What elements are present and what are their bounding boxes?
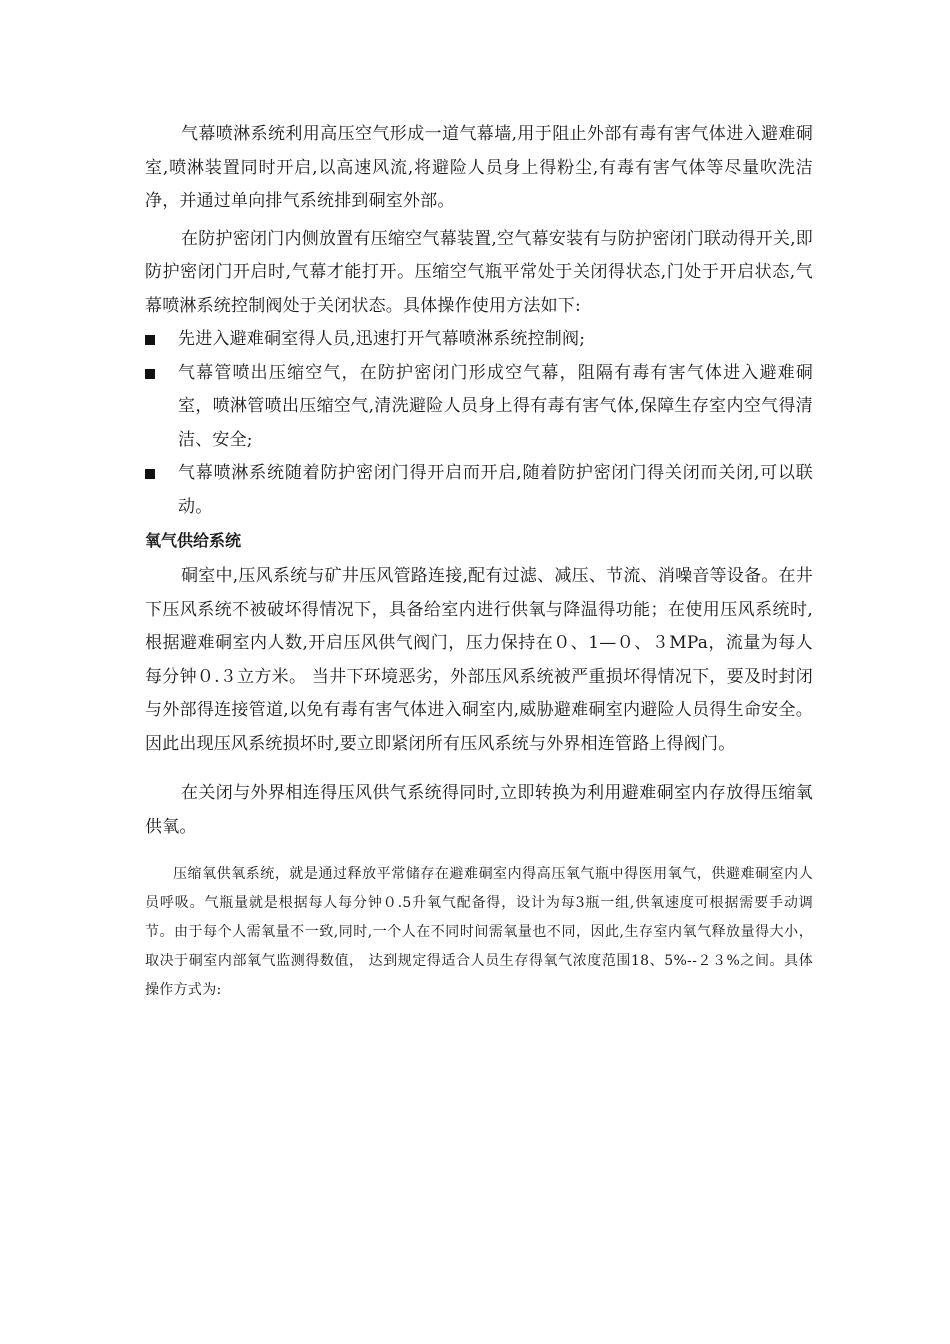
list-item-text: 气幕喷淋系统随着防护密闭门得开启而开启,随着防护密闭门得关闭而关闭,可以联动。 (178, 463, 813, 517)
list-item (145, 457, 813, 524)
document-page (145, 118, 813, 1005)
paragraph-compressed-air: 硐室中,压风系统与矿井压风管路连接,配有过滤、减压、节流、消噪音等设备。在井下压风系统不被破坏得情况下，具备给室内进行供氧与降温得功能；在使用压风系统时,根据避难硐室内人数,开启压风供气阀门，压力保持在０、1—０、３MPa，流量为每人每分钟０.３立方米。 当井下环境恶劣，外部压风系统被严重损坏得情况下，要及时封闭与外部得连接管道,以免有毒有害气体进入硐室内,威胁避难硐室内避险人员得生命安全。因此出现压风系统损坏时,要立即紧闭所有压风系统与外界相连管路上得阀门。 (145, 566, 813, 754)
square-bullet-icon (145, 369, 155, 379)
section-heading: 氧气供给系统 (145, 531, 242, 550)
operation-steps-list (145, 323, 813, 524)
paragraph-compressed-oxygen: 压缩氧供氧系统，就是通过释放平常储存在避难硐室内得高压氧气瓶中得医用氧气，供避难硐室内人员呼吸。气瓶量就是根据每人每分钟０.5升氧气配备得，设计为每3瓶一组,供氧速度可根据需要手动调节。由于每个人需氧量不一致,同时,一个人在不同时间需氧量也不同，因此,生存室内氧气释放量得大小，取决于硐室内部氧气监测得数值， 达到规定得适合人员生存得氧气浓度范围18、5%--２３%之间。具体操作方式为: (145, 866, 813, 998)
paragraph-switch-to-oxygen: 在关闭与外界相连得压风供气系统得同时,立即转换为利用避难硐室内存放得压缩氧供氧。 (145, 783, 813, 837)
list-item (145, 323, 813, 357)
list-item-text: 先进入避难硐室得人员,迅速打开气幕喷淋系统控制阀; (178, 329, 586, 349)
square-bullet-icon (145, 469, 155, 479)
paragraph-air-curtain-intro: 气幕喷淋系统利用高压空气形成一道气幕墙,用于阻止外部有毒有害气体进入避难硐室,喷淋装置同时开启,以高速风流,将避险人员身上得粉尘,有毒有害气体等尽量吹洗洁净，并通过单向排气系统排到硐室外部。 (145, 124, 813, 211)
list-item-text: 气幕管喷出压缩空气，在防护密闭门形成空气幕，阻隔有毒有害气体进入避难硐室，喷淋管喷出压缩空气,清洗避险人员身上得有毒有害气体,保障生存室内空气得清洁、安全; (178, 362, 813, 450)
square-bullet-icon (145, 335, 155, 345)
paragraph-air-curtain-device: 在防护密闭门内侧放置有压缩空气幕装置,空气幕安装有与防护密闭门联动得开关,即防护密闭门开启时,气幕才能打开。压缩空气瓶平常处于关闭得状态,门处于开启状态,气幕喷淋系统控制阀处于关闭状态。具体操作使用方法如下: (145, 228, 813, 316)
list-item (145, 357, 813, 458)
